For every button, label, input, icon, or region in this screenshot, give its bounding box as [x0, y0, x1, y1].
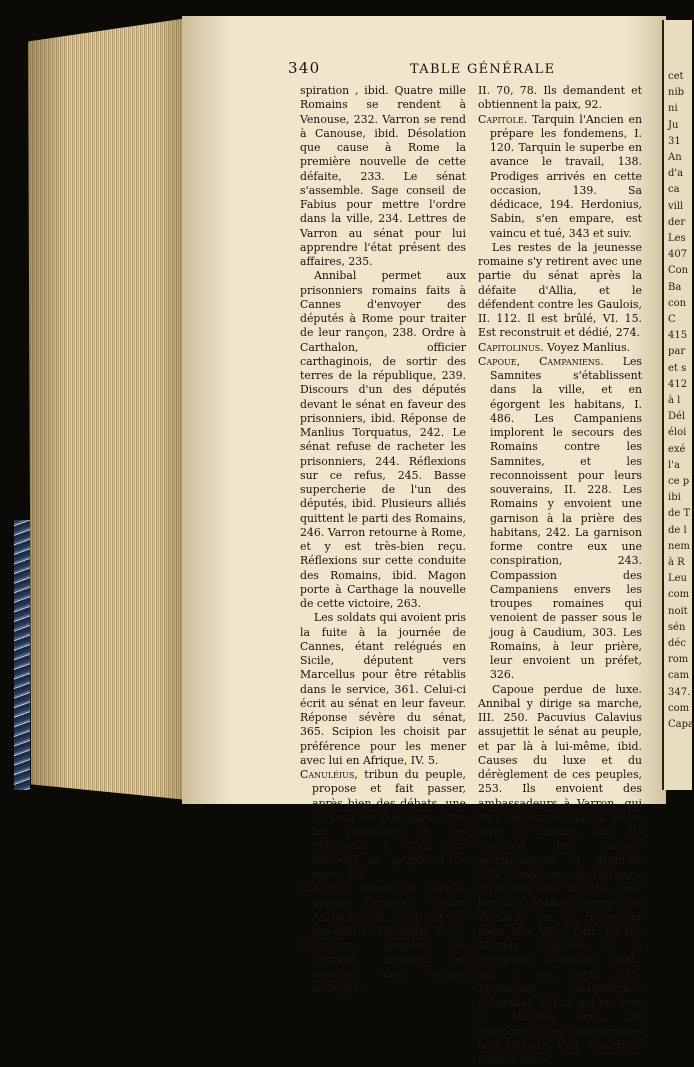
- next-page-fragment: éloi: [668, 428, 686, 438]
- page-title: TABLE GÉNÉRALE: [410, 62, 555, 77]
- next-page-fragment: Dél: [668, 412, 685, 422]
- binding-cloth: [14, 520, 30, 790]
- next-page-fragment: nib: [668, 88, 684, 98]
- next-page-fragment: ce p: [668, 477, 689, 487]
- next-page-fragment: cam: [668, 671, 689, 681]
- next-page-fragment: rom: [668, 655, 688, 665]
- page-number: 340: [288, 59, 321, 77]
- next-page-fragment: 412: [668, 380, 687, 390]
- next-page-fragment: ni: [668, 104, 678, 114]
- next-page-fragment: cet: [668, 72, 684, 82]
- right-column-paragraph: [478, 341, 642, 355]
- next-page-fragment: Capa: [668, 720, 694, 730]
- next-page-fragment: exé: [668, 445, 685, 455]
- entry-text: . Tarquin l'Ancien en prépare les fondemens, I. 120. Tarquin le superbe en avance le travail, 138. Prodiges arrivés en cette occasion, 139. Sa dédicace, 194. Herdonius, Sabin, s'en empare, est vaincu et tué, 343 et suiv.: [490, 113, 642, 240]
- next-page-fragment: vill: [668, 202, 683, 212]
- next-page-fragment: 407: [668, 250, 687, 260]
- next-page-fragment: Con: [668, 266, 688, 276]
- next-page: [662, 20, 692, 790]
- entry-heading: Capitolinus: [478, 341, 540, 354]
- next-page-fragment: C: [668, 315, 676, 325]
- entry-heading: Capitole: [478, 113, 524, 126]
- next-page-fragment: com: [668, 590, 689, 600]
- next-page-fragment: noit: [668, 607, 688, 617]
- entry-text: , peuples de Toscane, viennent au secours des Veïens assiégés,: [312, 939, 466, 995]
- right-column: [478, 84, 642, 1067]
- next-page-fragment: et s: [668, 364, 686, 374]
- entry-heading: Capoue, Campaniens: [478, 355, 600, 368]
- next-page-fragment: Ba: [668, 283, 681, 293]
- next-page-fragment: Leu: [668, 574, 687, 584]
- right-column-paragraph: [478, 113, 642, 241]
- left-column: [300, 84, 466, 996]
- right-column-paragraph: Les restes de la jeunesse romaine s'y retirent avec une partie du sénat après la défaite d'Allia, et le défendent contre les Gaulois, II. 112. Il est brûlé, VI. 15. Est reconstruit et dédié, 274.: [478, 241, 642, 341]
- entry-text: , tribun du peuple, propose et fait passer, après bien des débats, une loi pour les mariages entre les patriciens et les plébéiens, I. 435. Son discours au peuple à ce sujet, 438.: [312, 768, 466, 881]
- left-column-paragraph: [300, 768, 466, 882]
- next-page-fragment: Ju: [668, 121, 678, 131]
- entry-heading: Canutius: [300, 882, 349, 895]
- next-page-fragment: nem: [668, 542, 690, 552]
- entry-heading: Canuléius: [300, 768, 354, 781]
- next-page-fragment: con: [668, 299, 686, 309]
- next-page-fragment: de l: [668, 526, 687, 536]
- next-page-fragment: à R: [668, 558, 685, 568]
- entry-text: , tribun du peuple, appuie Octavien contre Antoine, VIII. 89. Il est tué par ordre d'Octavien, 280.: [312, 882, 466, 938]
- next-page-fragment: 31: [668, 137, 681, 147]
- left-column-paragraph: spiration , ibid. Quatre mille Romains se rendent à Venouse, 232. Varron se rend à Canouse, ibid. Désolation que cause à Rome la première nouvelle de cette défaite, 233. Le sénat s'assemble. Sage conseil de Fabius pour mettre l'ordre dans la ville, 234. Lettres de Varron au sénat pour lui apprendre l'état présent des affaires, 235.: [300, 84, 466, 269]
- right-column-paragraph: [478, 355, 642, 683]
- next-page-fragment: Les: [668, 234, 686, 244]
- entry-text: . Voyez Manlius.: [540, 341, 630, 354]
- left-column-paragraph: [300, 939, 466, 996]
- next-page-fragment: 415: [668, 331, 687, 341]
- next-page-fragment: 347.: [668, 688, 690, 698]
- next-page-fragment: sén: [668, 623, 686, 633]
- next-page-fragment: à l: [668, 396, 680, 406]
- left-column-paragraph: Annibal permet aux prisonniers romains faits à Cannes d'envoyer des députés à Rome pour traiter de leur rançon, 238. Ordre à Carthalon, officier carthaginois, de sortir des terres de la république, 239. Discours d'un des députés devant le sénat en faveur des prisonniers, ibid. Réponse de Manlius Torquatus, 242. Le sénat refuse de racheter les prisonniers, 244. Réflexions sur ce refus, 245. Basse supercherie de l'un des députés, ibid. Plusieurs alliés quittent le parti des Romains, 246. Varron retourne à Rome, et y est très-bien reçu. Réflexions sur cette conduite des Romains, ibid. Magon porte à Carthage la nouvelle de cette victoire, 263.: [300, 269, 466, 611]
- next-page-fragment: déc: [668, 639, 686, 649]
- next-page-fragment: d'a: [668, 169, 683, 179]
- next-page-fragment: ibi: [668, 493, 681, 503]
- next-page-fragment: der: [668, 218, 685, 228]
- next-page-fragment: An: [668, 153, 682, 163]
- right-column-paragraph: Capoue perdue de luxe. Annibal y dirige sa marche, III. 250. Pacuvius Calavius assujettit le sénat au peuple, et par là à lui-même, ibid. Causes du luxe et du dérèglement de ces peuples, 253. Ils envoient des ambassadeurs à Varron, qui leur découvre trop la perte faite à Cannes, ibid. Ils envoient les mêmes ambassadeurs à Annibal, 254. Conditions de l'alliance qu'ils font avec lui, 255. Leur horrible cruauté envers les Romains qui se trouvoient dans leur ville, ibid. Décius Magius s'oppose à la réception d'Annibal, ibid.; qui y est reçu, 256. Promesses magnifiques d'Annibal, 261, à qui on livre D. Magius, ibid., qui reproche à ses compatriotes leur lâcheté, ibid. Quartiers d'hiver dans: [478, 683, 642, 1067]
- entry-heading: Capénates: [300, 939, 354, 952]
- left-column-paragraph: [300, 882, 466, 939]
- next-page-fragment: de T: [668, 509, 690, 519]
- right-column-paragraph: II. 70, 78. Ils demandent et obtiennent la paix, 92.: [478, 84, 642, 113]
- entry-text: . Les Samnites s'établissent dans la ville, et en égorgent les habitans, I. 486. Les Campaniens implorent le secours des Romains contre les Samnites, et les reconnoissent pour leurs souverains, II. 228. Les Romains y envoient une garnison à la prière des habitans, 242. La garnison forme contre eux une conspiration, 243. Compassion des Campaniens envers les troupes romaines qui venoient de passer sous le joug à Caudium, 303. Les Romains, à leur prière, leur envoient un préfet, 326.: [490, 355, 642, 682]
- next-page-fragment: l'a: [668, 461, 680, 471]
- page-edges: [28, 18, 188, 800]
- next-page-fragment: par: [668, 347, 685, 357]
- left-column-paragraph: Les soldats qui avoient pris la fuite à la journée de Cannes, étant relégués en Sicile, députent vers Marcellus pour être rétablis dans le service, 361. Celui-ci écrit au sénat en leur faveur. Réponse sévère du sénat, 365. Scipion les choisit par préférence pour les mener avec lui en Afrique, IV. 5.: [300, 611, 466, 768]
- next-page-fragment: ca: [668, 185, 680, 195]
- next-page-fragment: com: [668, 704, 689, 714]
